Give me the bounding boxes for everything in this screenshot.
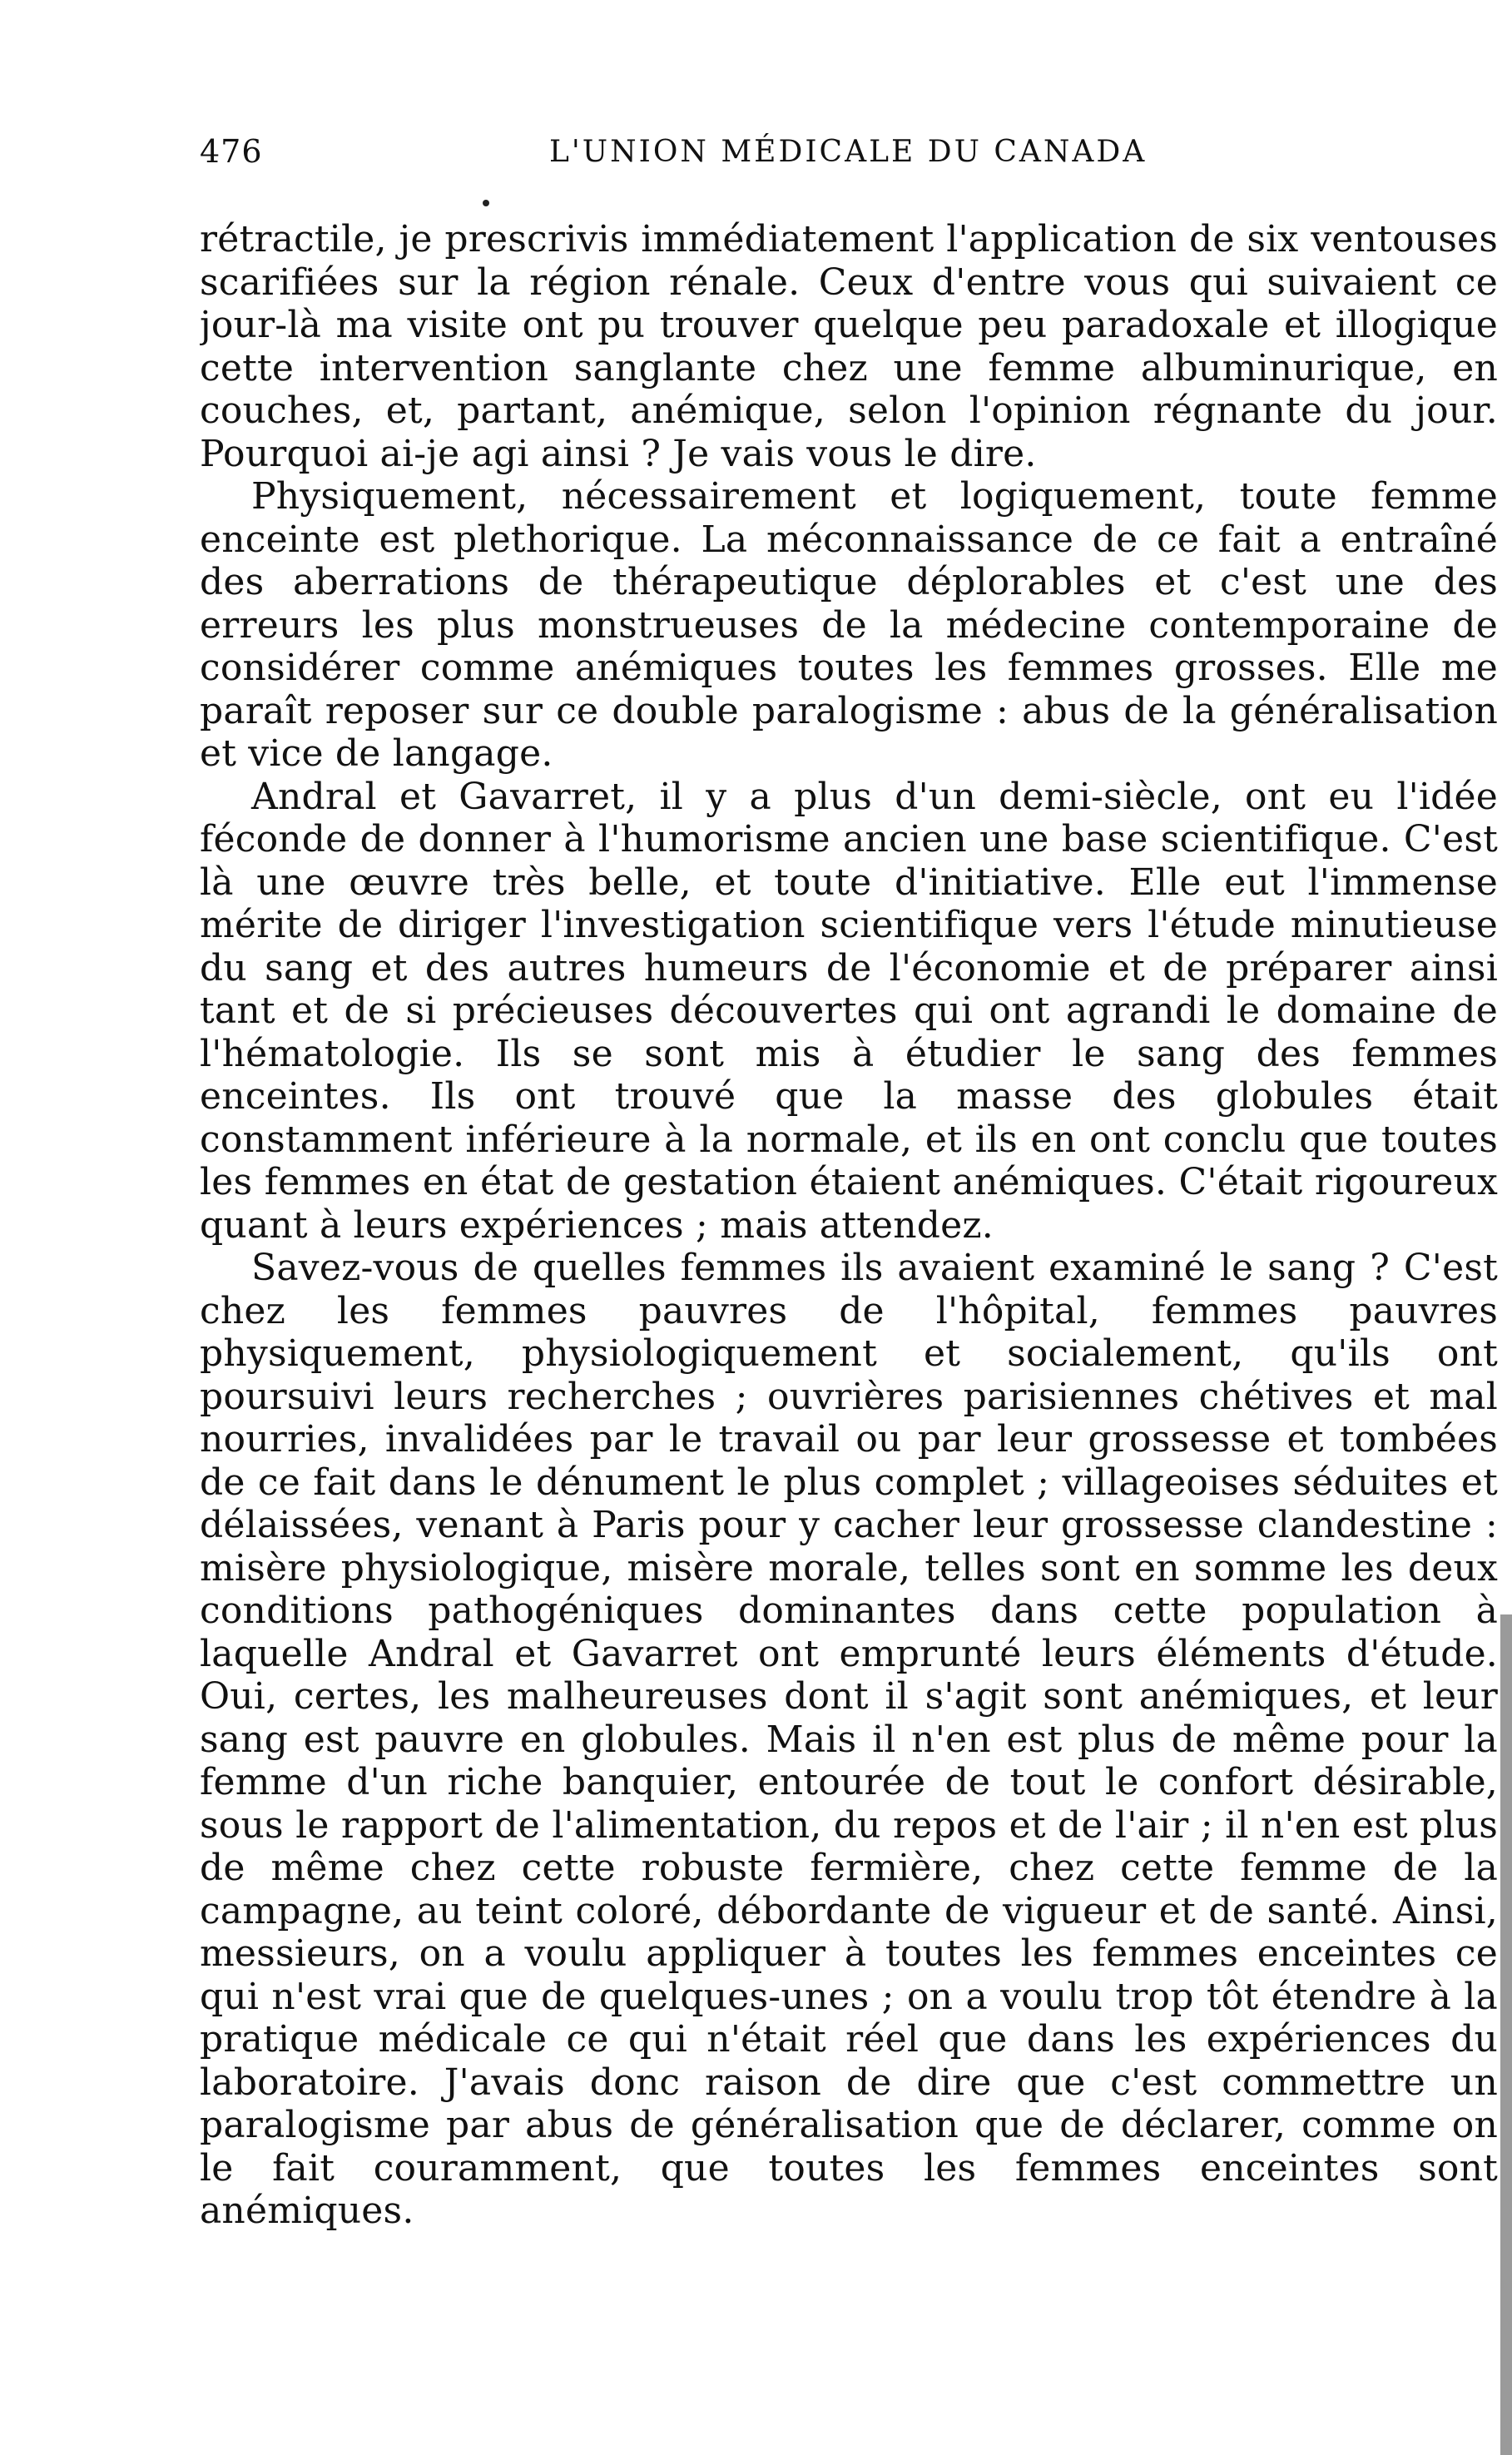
article-body (200, 218, 1498, 2315)
ink-dot (483, 200, 489, 206)
page-header (200, 133, 1498, 183)
paragraph-2: Physiquement, nécessairement et logiquement, toute femme enceinte est plethorique. La méconnaissance de ce fait a entraîné des aberrations de thérapeutique déplorables et c'est une des erreurs les plus monstrueuses de la médecine contemporaine de considérer comme anémiques toutes les femmes grosses. Elle me paraît reposer sur ce double paralogisme : abus de la généralisation et vice de langage. (200, 475, 1498, 775)
paragraph-4: Savez-vous de quelles femmes ils avaient examiné le sang ? C'est chez les femmes pauvres de l'hôpital, femmes pauvres physiquement, physiologiquement et socialement, qu'ils ont poursuivi leurs recherches ; ouvrières parisiennes chétives et mal nourries, invalidées par le travail ou par leur grossesse et tombées de ce fait dans le dénument le plus complet ; villageoises séduites et délaissées, venant à Paris pour y cacher leur grossesse clandestine : misère physiologique, misère morale, telles sont en somme les deux conditions pathogéniques dominantes dans cette population à laquelle Andral et Gavarret ont emprunté leurs éléments d'étude. Oui, certes, les malheureuses dont il s'agit sont anémiques, et leur sang est pauvre en globules. Mais il n'en est plus de même pour la femme d'un riche banquier, entourée de tout le confort désirable, sous le rapport de l'alimentation, du repos et de l'air ; il n'en est plus de même chez cette robuste fermière, chez cette femme de la campagne, au teint coloré, débordante de vigueur et de santé. Ainsi, messieurs, on a voulu appliquer à toutes les femmes enceintes ce qui n'est vrai que de quelques-unes ; on a voulu trop tôt étendre à la pratique médicale ce qui n'était réel que dans les expériences du laboratoire. J'avais donc raison de dire que c'est commettre un paralogisme par abus de généralisation que de déclarer, comme on le fait couramment, que toutes les femmes enceintes sont anémiques. (200, 1247, 1498, 2232)
scan-edge-shadow (1500, 1614, 1512, 2455)
page-number: 476 (200, 133, 263, 170)
running-title: L'UNION MÉDICALE DU CANADA (549, 135, 1148, 169)
paragraph-1: rétractile, je prescrivis immédiatement l'application de six ventouses scarifiées sur la région rénale. Ceux d'entre vous qui suivaient ce jour-là ma visite ont pu trouver quelque peu paradoxale et illogique cette intervention sanglante chez une femme albuminurique, en couches, et, partant, anémique, selon l'opinion régnante du jour. Pourquoi ai-je agi ainsi ? Je vais vous le dire. (200, 218, 1498, 475)
paragraph-3: Andral et Gavarret, il y a plus d'un demi-siècle, ont eu l'idée féconde de donner à l'humorisme ancien une base scientifique. C'est là une œuvre très belle, et toute d'initiative. Elle eut l'immense mérite de diriger l'investigation scientifique vers l'étude minutieuse du sang et des autres humeurs de l'économie et de préparer ainsi tant et de si précieuses découvertes qui ont agrandi le domaine de l'hématologie. Ils se sont mis à étudier le sang des femmes enceintes. Ils ont trouvé que la masse des globules était constamment inférieure à la normale, et ils en ont conclu que toutes les femmes en état de gestation étaient anémiques. C'était rigoureux quant à leurs expériences ; mais attendez. (200, 775, 1498, 1247)
